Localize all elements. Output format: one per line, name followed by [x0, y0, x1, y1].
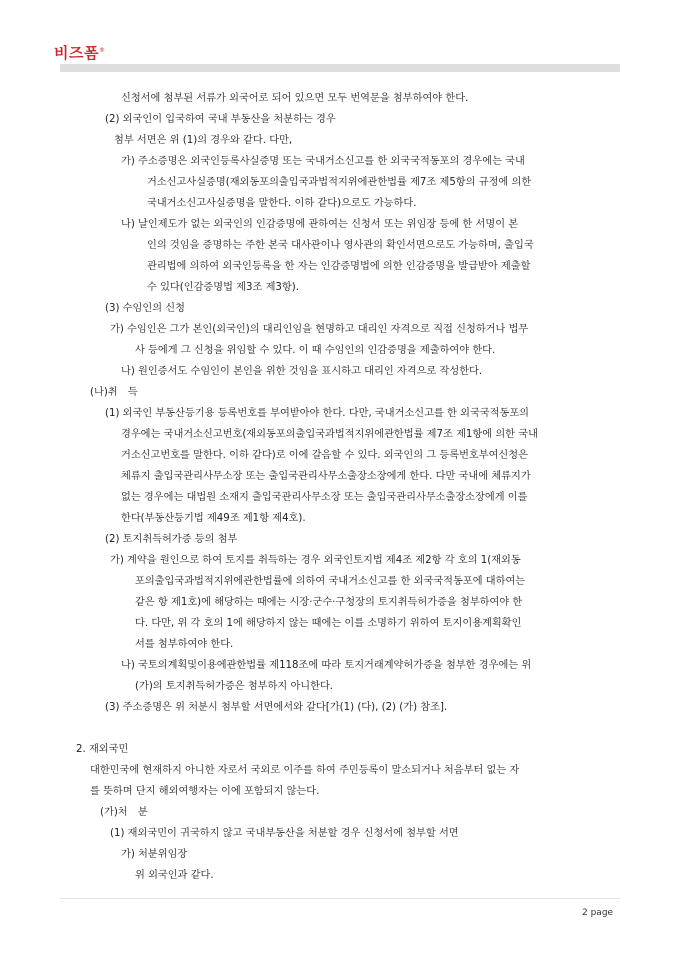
- body-line: (가)처 분: [100, 807, 148, 818]
- body-line: 사 등에게 그 신청을 위임할 수 있다. 이 때 수임인의 인감증명을 제출하여야 한다.: [135, 345, 496, 356]
- body-line: 국내거소신고사실증명을 말한다. 이하 같다)으로도 가능하다.: [147, 198, 417, 209]
- body-line: 같은 항 제1호)에 해당하는 때에는 시장·군수·구청장의 토지취득허가증을 첨부하여야 한: [135, 597, 523, 608]
- body-line: 체류지 출입국관리사무소장 또는 출입국관리사무소출장소장에게 한다. 다만 국내에 체류지가: [121, 471, 531, 482]
- body-line: 신청서에 첨부된 서류가 외국어로 되어 있으면 모두 번역문을 첨부하여야 한다.: [121, 93, 469, 104]
- body-line: 나) 원인증서도 수임인이 본인을 위한 것임을 표시하고 대리인 자격으로 작성한다.: [121, 366, 483, 377]
- body-line: 나) 날인제도가 없는 외국인의 인감증명에 관하여는 신청서 또는 위임장 등에 한 서명이 본: [121, 219, 519, 230]
- body-line: 가) 수임인은 그가 본인(외국인)의 대리인임을 현명하고 대리인 자격으로 직접 신청하거나 법무: [110, 324, 529, 335]
- body-line: 가) 처분위임장: [121, 849, 188, 860]
- body-line: 한다(부동산등기법 제49조 제1항 제4호).: [121, 513, 306, 524]
- body-line: (2) 외국인이 입국하여 국내 부동산을 처분하는 경우: [105, 114, 336, 125]
- body-line: (1) 외국인 부동산등기용 등록번호를 부여받아야 한다. 다만, 국내거소신고를 한 외국국적동포의: [105, 408, 530, 419]
- footer-rule: [60, 898, 620, 899]
- body-line: 없는 경우에는 대법원 소재지 출입국관리사무소장 또는 출입국관리사무소출장소장에게 이를: [121, 492, 528, 503]
- body-line: (1) 재외국민이 귀국하지 않고 국내부동산을 처분할 경우 신청서에 첨부할 서면: [110, 828, 459, 839]
- body-line: 거소신고번호를 말한다. 이하 같다)로 이에 갈음할 수 있다. 외국인의 그 등록번호부여신청은: [121, 450, 528, 461]
- body-line: 대한민국에 현재하지 아니한 자로서 국외로 이주를 하여 주민등록이 말소되거나 처음부터 없는 자: [90, 765, 520, 776]
- body-line: 첨부 서면은 위 (1)의 경우와 같다. 다만,: [114, 135, 293, 146]
- page-number: 2 page: [582, 908, 614, 918]
- body-line: (나)취 득: [90, 387, 138, 398]
- body-line: (2) 토지취득허가증 등의 첨부: [105, 534, 238, 545]
- bizform-logo: 비즈폼®: [54, 44, 106, 62]
- body-line: 수 있다(인감증명법 제3조 제3항).: [147, 282, 299, 293]
- body-line: (3) 수임인의 신청: [105, 303, 185, 314]
- body-line: (3) 주소증명은 위 처분시 첨부할 서면에서와 같다[가(1) (다), (2) (가) 참조].: [105, 702, 448, 713]
- body-line: 나) 국토의계획및이용에관한법률 제118조에 따라 토지거래계약허가증을 첨부한 경우에는 위: [121, 660, 532, 671]
- body-line: 다. 다만, 위 각 호의 1에 해당하지 않는 때에는 이를 소명하기 위하여 토지이용계획확인: [135, 618, 522, 629]
- body-line: 인의 것임을 증명하는 주한 본국 대사관이나 영사관의 확인서면으로도 가능하며, 출입국: [147, 240, 534, 251]
- body-line: 거소신고사실증명(재외동포의출입국과법적지위에관한법률 제7조 제5항의 규정에 의한: [147, 177, 532, 188]
- header-bar: [60, 64, 620, 72]
- body-line: 가) 주소증명은 외국인등록사실증명 또는 국내거소신고를 한 외국국적동포의 경우에는 국내: [121, 156, 525, 167]
- body-line: (가)의 토지취득허가증은 첨부하지 아니한다.: [135, 681, 334, 692]
- body-line: 위 외국인과 같다.: [135, 870, 214, 881]
- body-line: 가) 계약을 원인으로 하여 토지를 취득하는 경우 외국인토지법 제4조 제2항 각 호의 1(재외동: [110, 555, 521, 566]
- section-heading: 2. 재외국민: [76, 744, 129, 755]
- body-line: 서를 첨부하여야 한다.: [135, 639, 234, 650]
- body-line: 관리법에 의하여 외국인등록을 한 자는 인감증명법에 의한 인감증명을 발급받아 제출할: [147, 261, 531, 272]
- body-line: 포의출입국과법적지위에관한법률에 의하여 국내거소신고를 한 외국국적동포에 대하여는: [135, 576, 526, 587]
- body-line: 를 뜻하며 단지 해외여행자는 이에 포함되지 않는다.: [90, 786, 320, 797]
- body-line: 경우에는 국내거소신고번호(재외동포의출입국과법적지위에관한법률 제7조 제1항에 의한 국내: [121, 429, 538, 440]
